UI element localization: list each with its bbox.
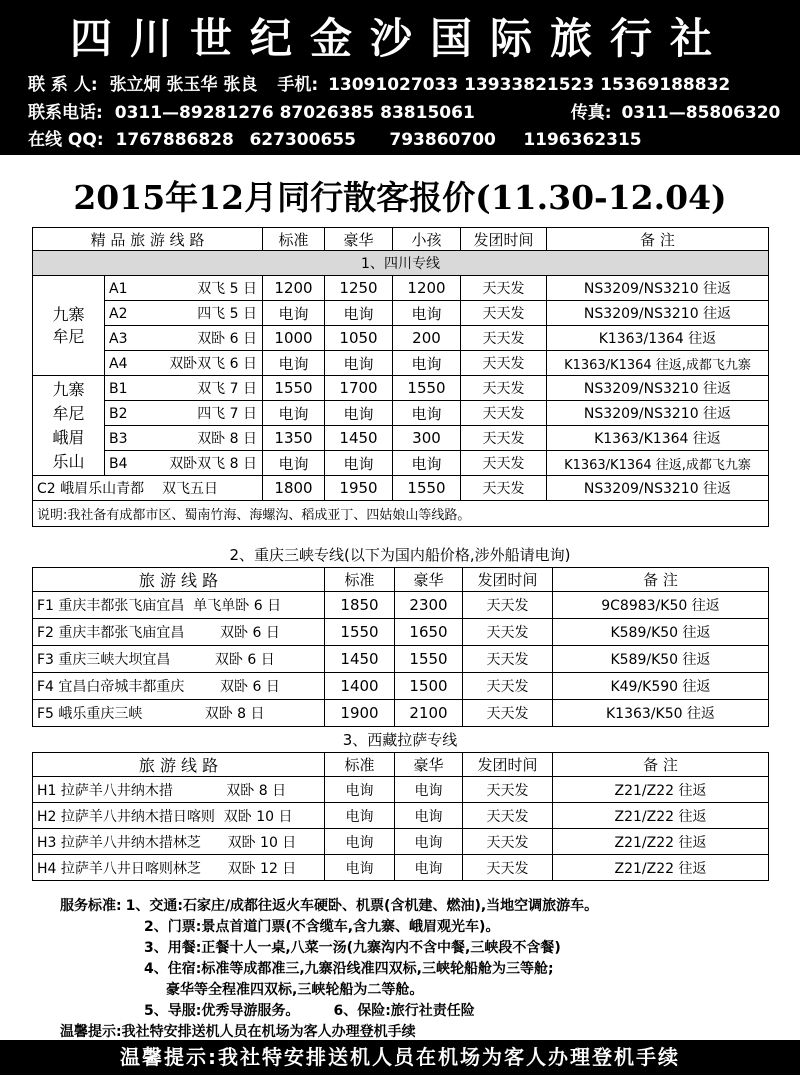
table-header-row: 精 品 旅 游 线 路 标准 豪华 小孩 发团时间 备 注 <box>33 228 769 251</box>
tibet-table <box>32 752 769 881</box>
chongqing-table <box>32 567 769 727</box>
phone-line: 联系电话: 0311—89281276 87026385 83815061 传真: 0311—85806320 <box>28 103 781 123</box>
table-row: 九寨 牟尼 A1 双飞 5 日 1200 1250 1200 天天发 NS3209/NS3210 往返 <box>33 276 769 301</box>
sichuan-note: 说明:我社备有成都市区、蜀南竹海、海螺沟、稻成亚丁、四姑娘山等线路。 <box>33 501 769 527</box>
contact-names: 张立炯 张玉华 张良 <box>109 75 258 95</box>
mobile-numbers: 13091027033 13933821523 15369188832 <box>328 75 731 95</box>
fax-number: 0311—85806320 <box>621 103 781 123</box>
qq-number: 1196362315 <box>523 130 642 150</box>
table-row: B3 双卧 8 日 1350 1450 300 天天发 K1363/K1364 往返 <box>33 426 769 451</box>
table-row: A3 双卧 6 日 1000 1050 200 天天发 K1363/1364 往返 <box>33 326 769 351</box>
table-header-row: 旅 游 线 路 标准 豪华 发团时间 备 注 <box>33 753 769 777</box>
footer-banner: 温馨提示:我社特安排送机人员在机场为客人办理登机手续 <box>0 1040 800 1075</box>
page-title: 2015年12月同行散客报价(11.30-12.04) <box>73 178 727 217</box>
contact-line: 联 系 人: 张立炯 张玉华 张良 手机: 13091027033 13933821523 15369188832 <box>28 70 730 95</box>
table-header-row: 旅 游 线 路 标准 豪华 发团时间 备 注 <box>33 568 769 592</box>
service-standards: 服务标准: 1、交通:石家庄/成都往返火车硬卧、机票(含机建、燃油),当地空调旅游车。 2、门票:景点首道门票(不含缆车,含九寨、峨眉观光车)。 3、用餐:正餐十人一桌,八菜一汤(九寨沟内不含中餐,三峡段不含餐) 4、住宿:标准等成都准三,九寨沿线准四双标,三峡轮船舱为三等舱; 豪华等全程准四双标,三峡轮船为二等舱。 5、导服:优秀导游服务。 6、保险:旅行社责任险 温馨提示:我社特安排送机人员在机场为客人办理登机手续 <box>60 896 598 1043</box>
route-group: 九寨 牟尼 峨眉 乐山 <box>33 376 105 476</box>
table-row: F3 重庆三峡大坝宜昌 双卧 6 日 1450 1550 天天发 K589/K50 往返 <box>33 646 769 673</box>
qq-number: 627300655 <box>249 130 356 150</box>
phone-numbers: 0311—89281276 87026385 83815061 <box>114 103 475 123</box>
qq-number: 793860700 <box>389 130 496 150</box>
qq-line: 在线 QQ: 1767886828 627300655 793860700 1196362315 <box>28 130 642 150</box>
route-group: 九寨 牟尼 <box>33 276 105 376</box>
table-row: A4 双卧双飞 6 日 电询 电询 电询 天天发 K1363/K1364 往返,成都飞九寨 <box>33 351 769 376</box>
section-title: 1、四川专线 <box>33 251 769 276</box>
table-row: F1 重庆丰都张飞庙宜昌 单飞单卧 6 日 1850 2300 天天发 9C8983/K50 往返 <box>33 592 769 619</box>
header-banner <box>0 0 800 155</box>
agency-name: 四川世纪金沙国际旅行社 <box>69 14 730 63</box>
section-title: 2、重庆三峡专线(以下为国内船价格,涉外船请电询) <box>229 546 571 564</box>
sichuan-table <box>32 227 769 527</box>
table-row: H1 拉萨羊八井纳木措 双卧 8 日 电询 电询 天天发 Z21/Z22 往返 <box>33 777 769 803</box>
table-row: F2 重庆丰都张飞庙宜昌 双卧 6 日 1550 1650 天天发 K589/K50 往返 <box>33 619 769 646</box>
table-row: A2 四飞 5 日 电询 电询 电询 天天发 NS3209/NS3210 往返 <box>33 301 769 326</box>
qq-number: 1767886828 <box>115 130 234 150</box>
tip-line: 温馨提示:我社特安排送机人员在机场为客人办理登机手续 <box>60 1024 416 1040</box>
table-row: 九寨 牟尼 峨眉 乐山 B1 双飞 7 日 1550 1700 1550 天天发 NS3209/NS3210 往返 <box>33 376 769 401</box>
section-title: 3、西藏拉萨专线 <box>342 731 458 749</box>
table-row: B2 四飞 7 日 电询 电询 电询 天天发 NS3209/NS3210 往返 <box>33 401 769 426</box>
table-row: F5 峨乐重庆三峡 双卧 8 日 1900 2100 天天发 K1363/K50 往返 <box>33 700 769 727</box>
table-row: F4 宜昌白帝城丰都重庆 双卧 6 日 1400 1500 天天发 K49/K590 往返 <box>33 673 769 700</box>
table-row: C2 峨眉乐山青都 双飞五日 1800 1950 1550 天天发 NS3209/NS3210 往返 <box>33 476 769 501</box>
table-row: H4 拉萨羊八井日喀则林芝 双卧 12 日 电询 电询 天天发 Z21/Z22 往返 <box>33 855 769 881</box>
table-row: B4 双卧双飞 8 日 电询 电询 电询 天天发 K1363/K1364 往返,成都飞九寨 <box>33 451 769 476</box>
table-row: H3 拉萨羊八井纳木措林芝 双卧 10 日 电询 电询 天天发 Z21/Z22 往返 <box>33 829 769 855</box>
table-row: H2 拉萨羊八井纳木措日喀则 双卧 10 日 电询 电询 天天发 Z21/Z22 往返 <box>33 803 769 829</box>
